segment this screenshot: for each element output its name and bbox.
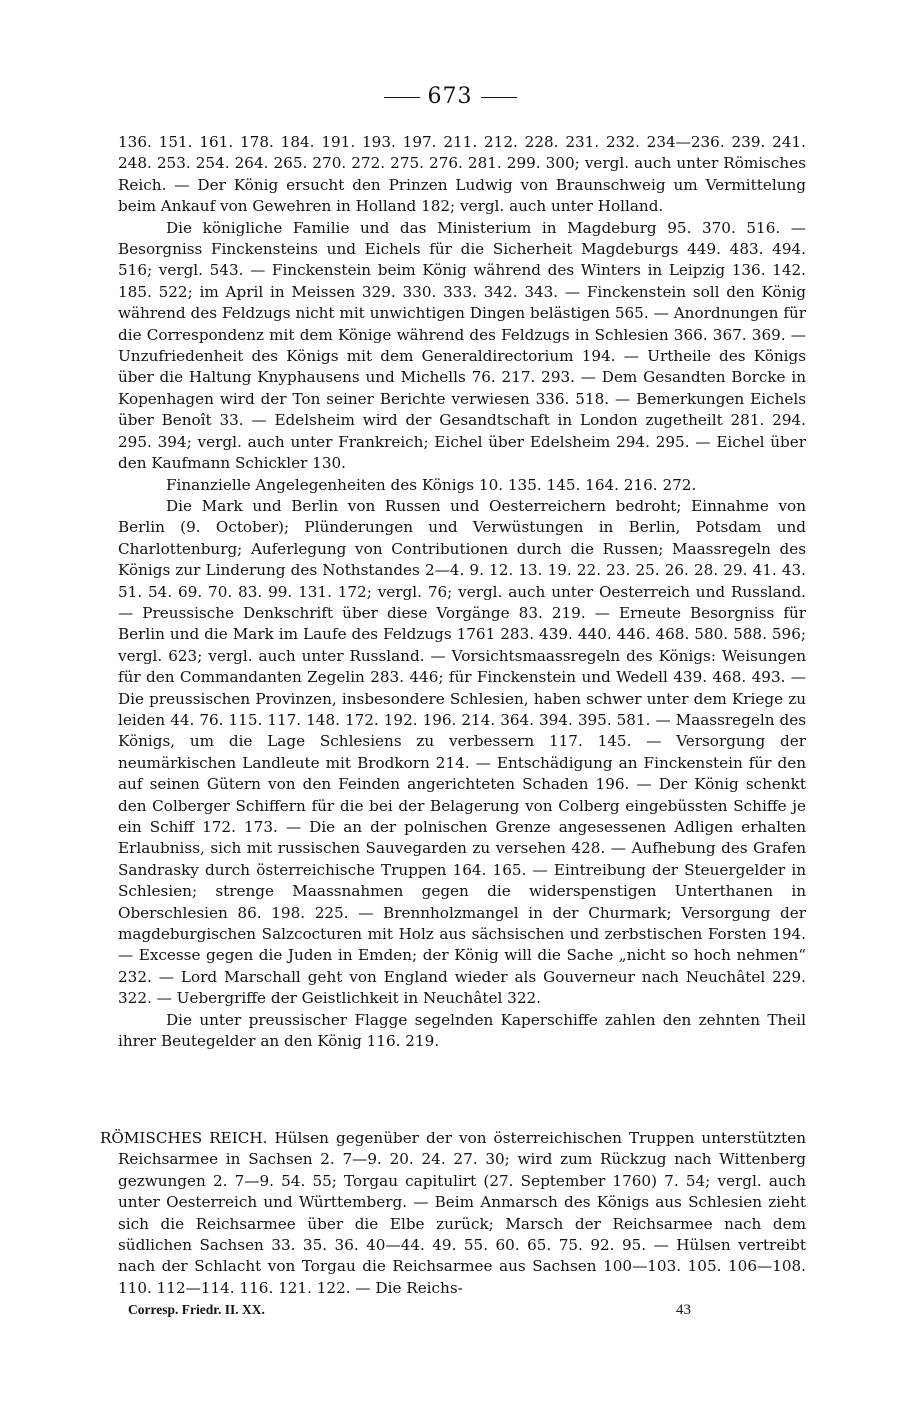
paragraph-finances: Finanzielle Angelegenheiten des Königs 10. 135. 145. 164. 216. 272.: [166, 475, 697, 494]
paragraph-royal-family: Die königliche Familie und das Ministerium in Magdeburg 95. 370. 516. — Besorgniss Finckensteins und Eichels für die Sicherheit Magdeburgs 449. 483. 494. 516; vergl. 543. — Finckenstein beim König während des Winters in Leipzig 136. 142. 185. 522; im April in Meissen 329. 330. 333. 342. 343. — Finckenstein soll den König während des Feldzugs nicht mit unwichtigen Dingen belästigen 565. — Anordnungen für die Correspondenz mit dem Könige während des Feldzugs in Schlesien 366. 367. 369. — Unzufriedenheit des Königs mit dem Generaldirectorium 194. — Urtheile des Königs über die Haltung Knyphausens und Michells 76. 217. 293. — Dem Gesandten Borcke in Kopenhagen wird der Ton seiner Berichte verwiesen 336. 518. — Bemerkungen Eichels über Benoît 33. — Edelsheim wird der Gesandtschaft in London zugetheilt 281. 294. 295. 394; vergl. auch unter Frankreich; Eichel über Edelsheim 294. 295. — Eichel über den Kaufmann Schickler 130.: [118, 218, 806, 473]
page-number-rule-left: [384, 97, 420, 98]
page-footer: [128, 1302, 728, 1318]
paragraph-privateers: Die unter preussischer Flagge segelnden Kaperschiffe zahlen den zehnten Theil ihrer Beutegelder an den König 116. 219.: [118, 1010, 806, 1051]
page-number: 673: [427, 84, 473, 109]
index-entry-block: [100, 1128, 806, 1299]
page-number-line: [0, 84, 900, 109]
paragraph-mark-berlin: Die Mark und Berlin von Russen und Oesterreichern bedroht; Einnahme von Berlin (9. October); Plünderungen und Verwüstungen in Berlin, Potsdam und Charlottenburg; Auferlegung von Contributionen durch die Russen; Maassregeln des Königs zur Linderung des Nothstandes 2—4. 9. 12. 13. 19. 22. 23. 25. 26. 28. 29. 41. 43. 51. 54. 69. 70. 83. 99. 131. 172; vergl. 76; vergl. auch unter Oesterreich und Russland. — Preussische Denkschrift über diese Vorgänge 83. 219. — Erneute Besorgniss für Berlin und die Mark im Laufe des Feldzugs 1761 283. 439. 440. 446. 468. 580. 588. 596; vergl. 623; vergl. auch unter Russland. — Vorsichtsmaassregeln des Königs: Weisungen für den Commandanten Zegelin 283. 446; für Finckenstein und Wedell 439. 468. 493. — Die preussischen Provinzen, insbesondere Schlesien, haben schwer unter dem Kriege zu leiden 44. 76. 115. 117. 148. 172. 192. 196. 214. 364. 394. 395. 581. — Maassregeln des Königs, um die Lage Schlesiens zu verbessern 117. 145. — Versorgung der neumärkischen Landleute mit Brodkorn 214. — Entschädigung an Finckenstein für den auf seinen Gütern von den Feinden angerichteten Schaden 196. — Der König schenkt den Colberger Schiffern für die bei der Belagerung von Colberg eingebüssten Schiffe je ein Schiff 172. 173. — Die an der polnischen Grenze angesessenen Adligen erhalten Erlaubniss, sich mit russischen Sauvegarden zu versehen 428. — Aufhebung des Grafen Sandrasky durch österreichische Truppen 164. 165. — Eintreibung der Steuergelder in Schlesien; strenge Maassnahmen gegen die widerspenstigen Unterthanen in Oberschlesien 86. 198. 225. — Brennholzmangel in der Churmark; Versorgung der magdeburgischen Salzcocturen mit Holz aus sächsischen und zerbstischen Forsten 194. — Excesse gegen die Juden in Emden; der König will die Sache „nicht so hoch nehmen“ 232. — Lord Marschall geht von England wieder als Gouverneur nach Neuchâtel 229. 322. — Uebergriffe der Geistlichkeit in Neuchâtel 322.: [118, 496, 806, 1008]
page-number-rule-right: [481, 97, 517, 98]
body-text: [118, 132, 806, 1052]
footer-signature: 43: [676, 1302, 691, 1318]
paragraph-continuation: 136. 151. 161. 178. 184. 191. 193. 197. 211. 212. 228. 231. 232. 234—236. 239. 241. 248. 253. 254. 264. 265. 270. 272. 275. 276. 281. 299. 300; vergl. auch unter Römisches Reich. — Der König ersucht den Prinzen Ludwig von Braunschweig um Vermittelung beim Ankauf von Gewehren in Holland 182; vergl. auch unter Holland.: [118, 133, 806, 216]
index-entry-roemisches-reich: RÖMISCHES REICH. Hülsen gegenüber der von österreichischen Truppen unterstützten Reichsarmee in Sachsen 2. 7—9. 20. 24. 27. 30; wird zum Rückzug nach Wittenberg gezwungen 2. 7—9. 54. 55; Torgau capitulirt (27. September 1760) 7. 54; vergl. auch unter Oesterreich und Württemberg. — Beim Anmarsch des Königs aus Schlesien zieht sich die Reichsarmee über die Elbe zurück; Marsch der Reichsarmee nach dem südlichen Sachsen 33. 35. 36. 40—44. 49. 55. 60. 65. 75. 92. 95. — Hülsen vertreibt nach der Schlacht von Torgau die Reichsarmee aus Sachsen 100—103. 105. 106—108. 110. 112—114. 116. 121. 122. — Die Reichs-: [100, 1129, 806, 1297]
footer-source: Corresp. Friedr. II. XX.: [128, 1302, 265, 1317]
